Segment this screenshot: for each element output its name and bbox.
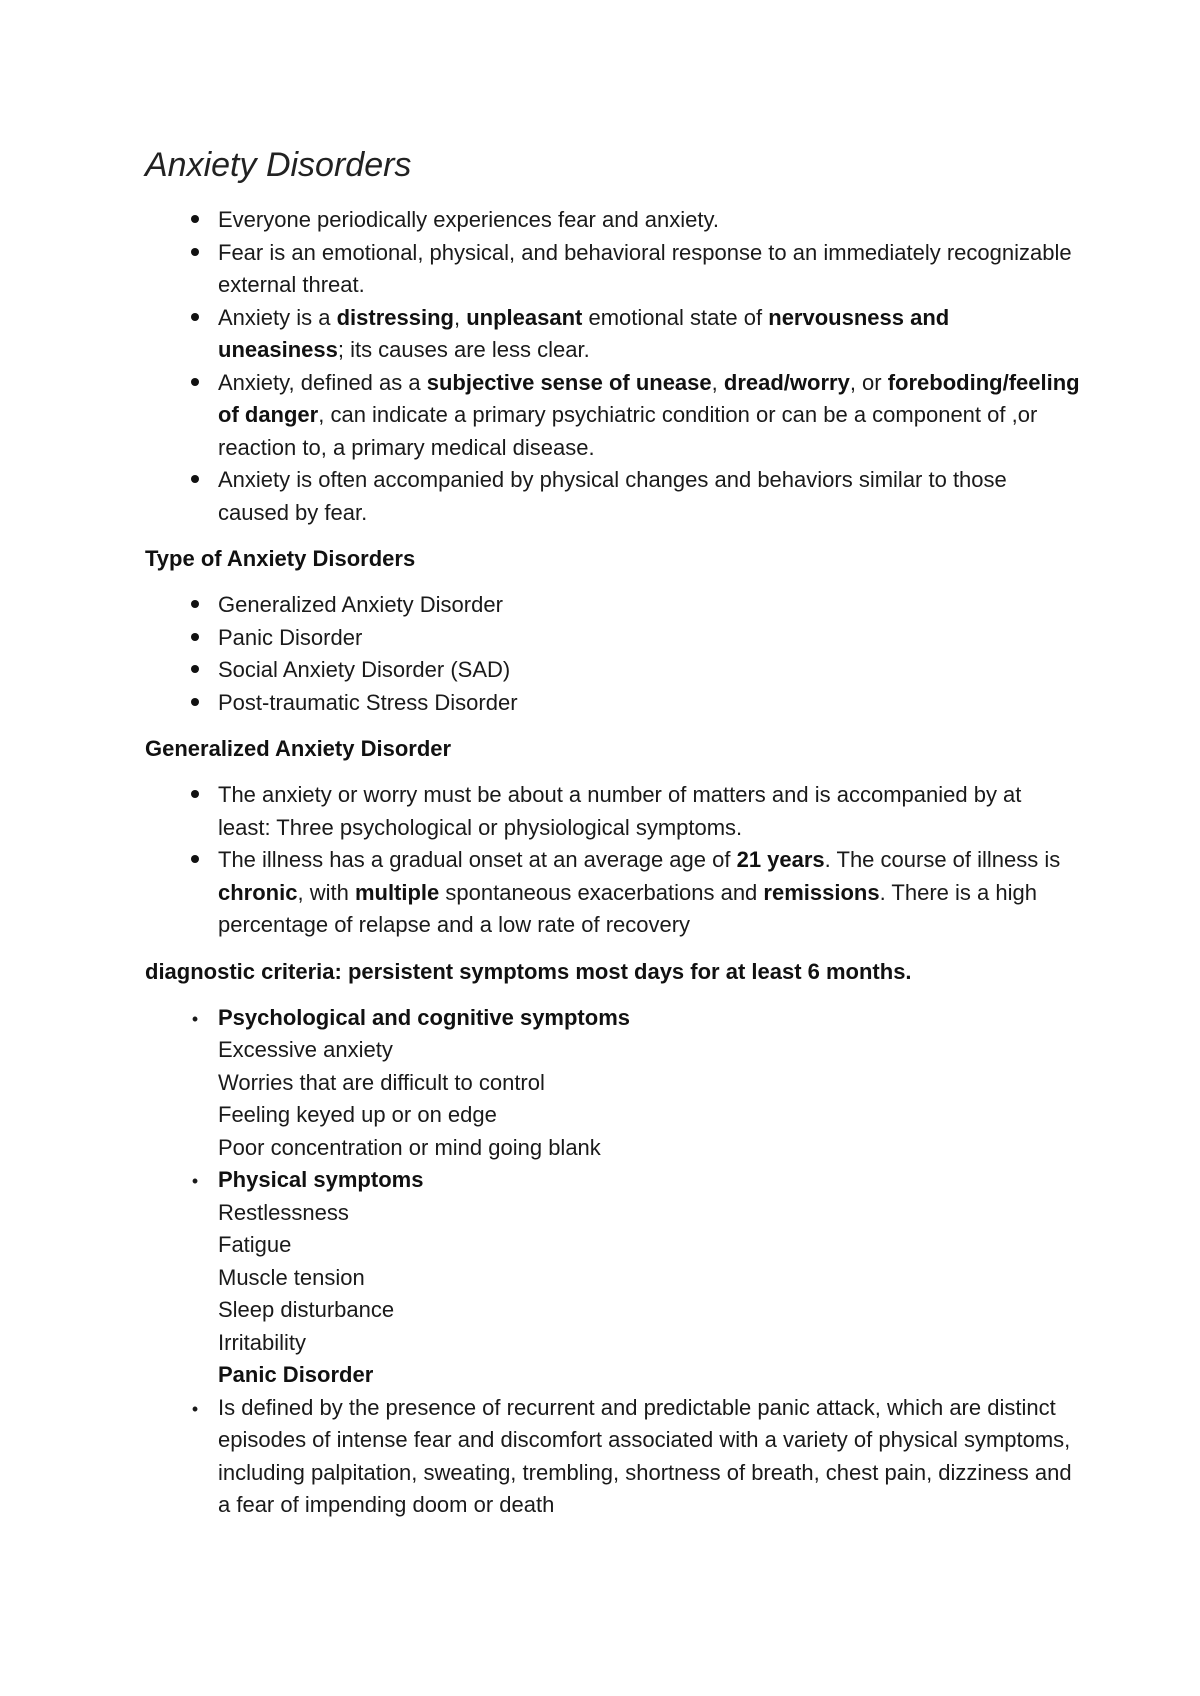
symptom-item: Worries that are difficult to control xyxy=(218,1069,545,1095)
bullet-icon xyxy=(185,1164,205,1198)
list-item: Social Anxiety Disorder (SAD) xyxy=(145,654,1080,687)
symptom-item: Fatigue xyxy=(218,1232,292,1257)
symptom-item: Sleep disturbance xyxy=(218,1297,395,1322)
bullet-icon xyxy=(185,844,205,877)
bullet-icon xyxy=(185,589,205,622)
gad-heading: Generalized Anxiety Disorder xyxy=(145,736,452,761)
phys-heading: Physical symptoms xyxy=(218,1167,424,1192)
bullet-icon xyxy=(185,367,205,400)
symptom-item: Muscle tension xyxy=(218,1264,365,1290)
psych-heading: Psychological and cognitive symptoms xyxy=(218,1004,630,1030)
list-item xyxy=(145,1164,1080,1392)
bullet-icon xyxy=(185,237,205,270)
list-item: The illness has a gradual onset at an average age of 21 years. The course of illness is chronic, with multiple spontaneous exacerbations and remissions. There is a high percentage of relapse and a low rate of recovery xyxy=(145,844,1080,942)
bullet-icon xyxy=(185,779,205,812)
types-heading: Type of Anxiety Disorders xyxy=(145,546,416,571)
page-title: Anxiety Disorders xyxy=(145,146,412,184)
symptom-item: Poor concentration or mind going blank xyxy=(218,1134,601,1160)
bullet-icon xyxy=(185,302,205,335)
list-item: Anxiety is a distressing, unpleasant emotional state of nervousness and uneasiness; its causes are less clear. xyxy=(145,302,1080,367)
bullet-icon xyxy=(185,1002,205,1036)
list-item: Everyone periodically experiences fear and anxiety. xyxy=(145,204,1080,237)
panic-heading: Panic Disorder xyxy=(218,1362,374,1387)
symptom-item: Excessive anxiety xyxy=(218,1037,393,1062)
types-list xyxy=(145,589,1080,719)
symptom-item: Irritability xyxy=(218,1329,307,1355)
symptom-item: Feeling keyed up or on edge xyxy=(218,1102,497,1127)
list-item: The anxiety or worry must be about a number of matters and is accompanied by at least: Three psychological or physiological symptoms. xyxy=(145,779,1080,844)
list-item: Fear is an emotional, physical, and behavioral response to an immediately recognizable external threat. xyxy=(145,237,1080,302)
list-item: Anxiety, defined as a subjective sense of unease, dread/worry, or foreboding/feeling of danger, can indicate a primary psychiatric condition or can be a component of ,or reaction to, a primary medical disease. xyxy=(145,367,1080,465)
list-item: Post-traumatic Stress Disorder xyxy=(145,687,1080,720)
list-item: Generalized Anxiety Disorder xyxy=(145,589,1080,622)
bullet-icon xyxy=(185,654,205,687)
bullet-icon xyxy=(185,1392,205,1426)
criteria-heading: diagnostic criteria: persistent symptoms most days for at least 6 months. xyxy=(145,958,912,984)
bullet-icon xyxy=(185,204,205,237)
list-item: Anxiety is often accompanied by physical changes and behaviors similar to those caused by fear. xyxy=(145,464,1080,529)
bullet-icon xyxy=(185,622,205,655)
bullet-icon xyxy=(185,464,205,497)
intro-list xyxy=(145,204,1080,529)
list-item: Panic Disorder xyxy=(145,622,1080,655)
criteria-list xyxy=(145,1002,1080,1522)
panic-description: Is defined by the presence of recurrent and predictable panic attack, which are distinct episodes of intense fear and discomfort associated with a variety of physical symptoms, including palpitation, sweating, trembling, shortness of breath, chest pain, dizziness and a fear of impending doom or death xyxy=(218,1394,1072,1517)
gad-list xyxy=(145,779,1080,942)
list-item xyxy=(145,1002,1080,1165)
symptom-item: Restlessness xyxy=(218,1199,349,1225)
bullet-icon xyxy=(185,687,205,720)
list-item xyxy=(145,1392,1080,1522)
